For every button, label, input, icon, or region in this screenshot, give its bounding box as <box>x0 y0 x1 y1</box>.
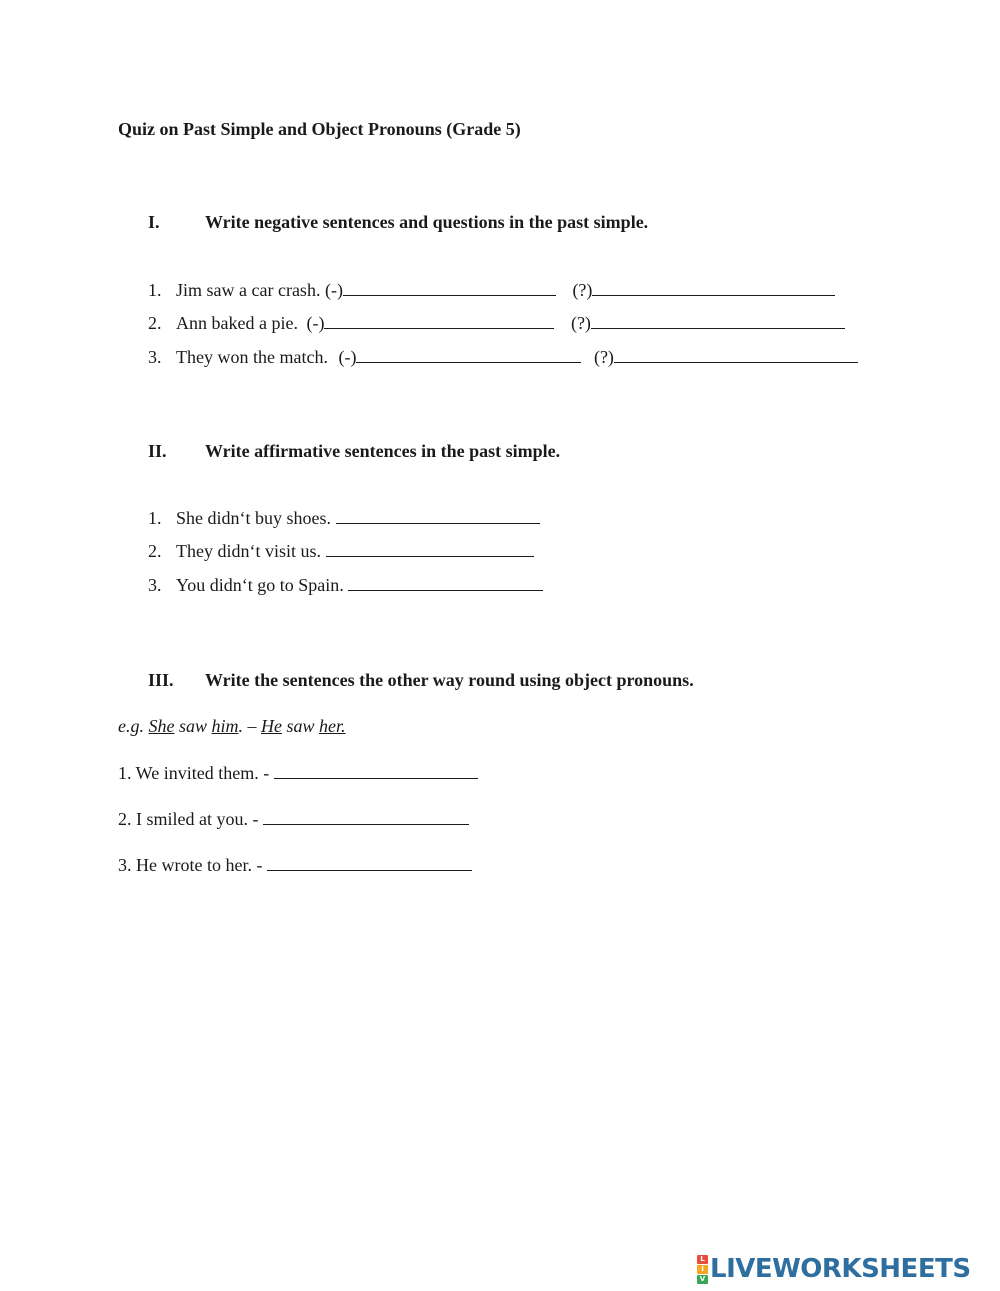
list-item <box>148 280 835 301</box>
section-1-instruction: Write negative sentences and questions in the past simple. <box>205 212 649 232</box>
list-item <box>118 809 469 830</box>
item-text: She didn‘t buy shoes. <box>176 508 331 528</box>
item-text: 3. He wrote to her. - <box>118 855 263 875</box>
answer-blank[interactable] <box>336 509 540 524</box>
example-word: She <box>148 716 175 736</box>
answer-blank[interactable] <box>348 576 543 591</box>
item-number: 1. <box>148 280 162 300</box>
list-item <box>148 313 845 334</box>
section-3-instruction: Write the sentences the other way round using object pronouns. <box>205 670 694 690</box>
question-marker: (?) <box>572 280 593 300</box>
list-item <box>118 763 478 784</box>
negative-marker: (-) <box>306 313 325 333</box>
negative-answer-blank[interactable] <box>324 314 554 329</box>
logo-letter: L <box>697 1255 708 1264</box>
section-2-instruction: Write affirmative sentences in the past simple. <box>205 441 561 461</box>
page-title: Quiz on Past Simple and Object Pronouns (Grade 5) <box>118 119 521 139</box>
negative-answer-blank[interactable] <box>343 281 556 296</box>
section-2-number: II. <box>148 441 167 461</box>
section-3-number: III. <box>148 670 174 690</box>
example-separator: . – <box>238 716 257 736</box>
item-text: They won the match. <box>176 347 328 367</box>
example-prefix: e.g. <box>118 716 144 736</box>
liveworksheets-logo <box>697 1254 971 1284</box>
example-word: saw <box>286 716 315 736</box>
item-number: 3. <box>148 575 162 595</box>
question-marker: (?) <box>570 313 591 333</box>
negative-marker: (-) <box>338 347 357 367</box>
item-text: 2. I smiled at you. - <box>118 809 259 829</box>
question-marker: (?) <box>593 347 614 367</box>
item-text: Ann baked a pie. <box>176 313 298 333</box>
example-word: her. <box>319 716 346 736</box>
logo-icon <box>697 1255 708 1284</box>
answer-blank[interactable] <box>267 856 472 871</box>
question-answer-blank[interactable] <box>592 281 835 296</box>
brand-name: LIVEWORKSHEETS <box>710 1254 971 1284</box>
example-word: He <box>261 716 283 736</box>
answer-blank[interactable] <box>274 764 478 779</box>
logo-letter: I <box>697 1265 708 1274</box>
question-answer-blank[interactable] <box>614 348 858 363</box>
item-text: You didn‘t go to Spain. <box>176 575 344 595</box>
example-word: him <box>211 716 239 736</box>
negative-answer-blank[interactable] <box>356 348 581 363</box>
answer-blank[interactable] <box>326 542 534 557</box>
question-answer-blank[interactable] <box>591 314 845 329</box>
item-text: They didn‘t visit us. <box>176 541 321 561</box>
list-item <box>148 541 534 562</box>
list-item <box>148 575 543 596</box>
section-1-number: I. <box>148 212 160 232</box>
item-number: 3. <box>148 347 162 367</box>
item-text: 1. We invited them. - <box>118 763 270 783</box>
item-text: Jim saw a car crash. <box>176 280 321 300</box>
list-item <box>118 855 472 876</box>
item-number: 1. <box>148 508 162 528</box>
list-item <box>148 508 540 529</box>
logo-letter: V <box>697 1275 708 1284</box>
example-sentence <box>118 716 346 737</box>
answer-blank[interactable] <box>263 810 469 825</box>
example-word: saw <box>179 716 208 736</box>
negative-marker: (-) <box>324 280 343 300</box>
item-number: 2. <box>148 313 162 333</box>
list-item <box>148 347 858 368</box>
item-number: 2. <box>148 541 162 561</box>
